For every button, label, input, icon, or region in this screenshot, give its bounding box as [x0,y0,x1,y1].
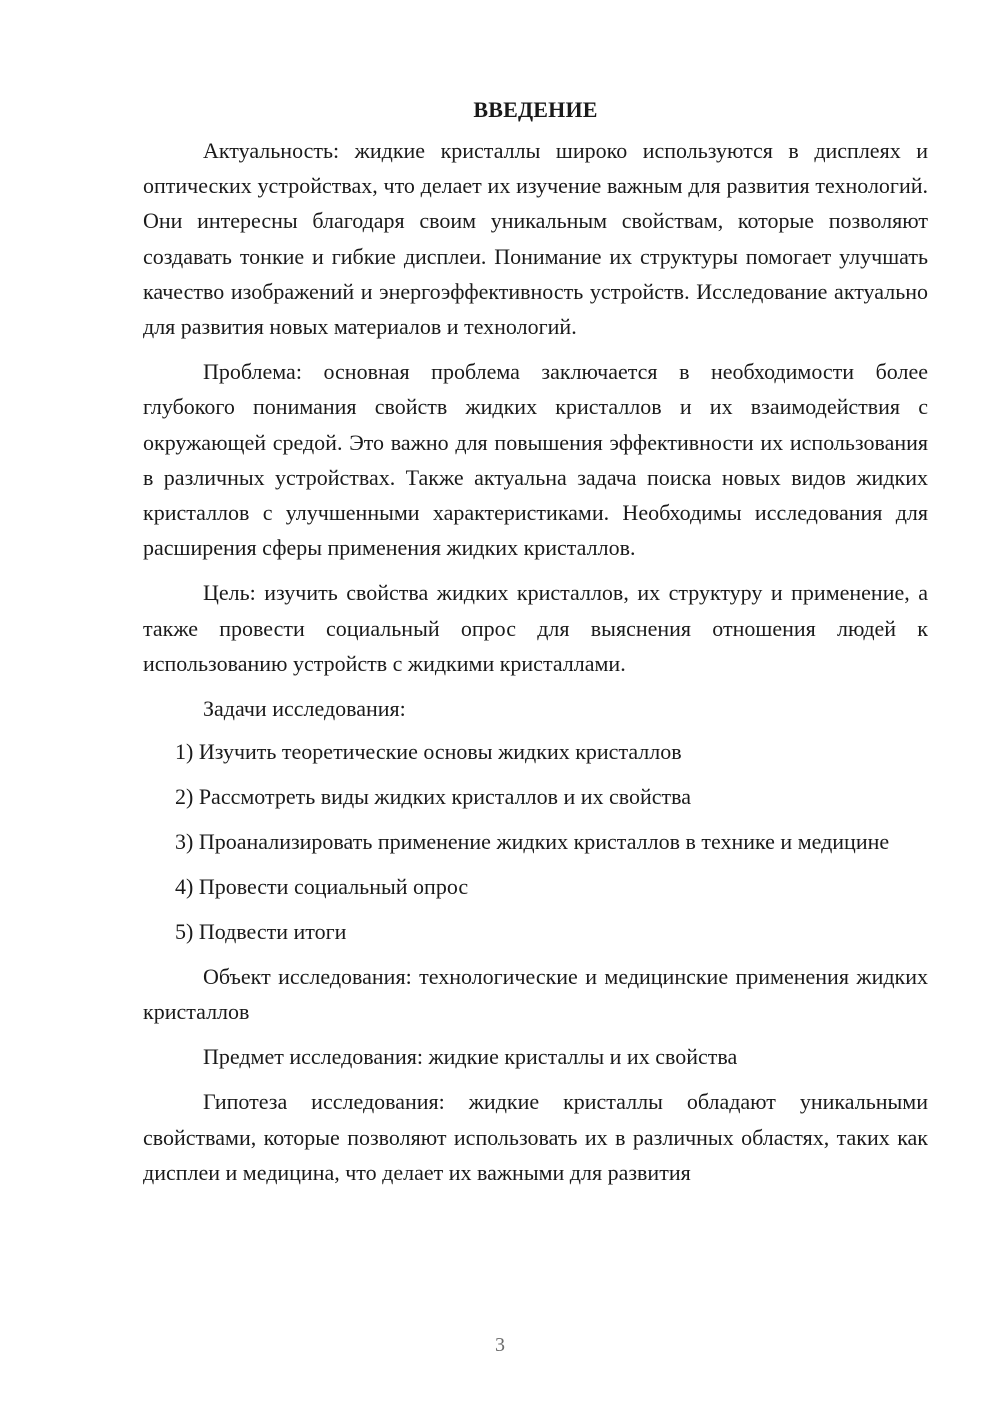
object-paragraph: Объект исследования: технологические и медицинские применения жидких кристаллов [143,963,928,1024]
problem-paragraph: Проблема: основная проблема заключается в необходимости более глубокого понимания свойств жидких кристаллов и их взаимодействия с окружающей средой. Это важно для повышения эффективности их использования в различных устройствах. Также актуальна задача поиска новых видов жидких кристаллов с улучшенными характеристиками. Необходимы исследования для расширения сферы применения жидких кристаллов. [143,359,928,561]
page-number: 3 [495,1334,505,1356]
actuality-paragraph: Актуальность: жидкие кристаллы широко используются в дисплеях и оптических устройствах, что делает их изучение важным для развития технологий. Они интересны благодаря своим уникальным свойствам, которые позволяют создавать тонкие и гибкие дисплеи. Понимание их структуры помогает улучшать качество изображений и энергоэффективность устройств. Исследование актуально для развития новых материалов и технологий. [143,138,928,340]
goal-paragraph: Цель: изучить свойства жидких кристаллов, их структуру и применение, а также провести социальный опрос для выяснения отношения людей к использованию устройств с жидкими кристаллами. [143,580,928,676]
tasks-heading: Задачи исследования: [203,696,406,722]
subject-paragraph: Предмет исследования: жидкие кристаллы и их свойства [203,1044,738,1070]
task-item: 2) Рассмотреть виды жидких кристаллов и их свойства [175,784,692,810]
task-item: 4) Провести социальный опрос [175,873,469,899]
page-title: ВВЕДЕНИЕ [473,97,598,122]
task-item: 3) Проанализировать применение жидких кристаллов в технике и медицине [175,829,890,855]
document-page [143,92,928,1200]
task-item: 5) Подвести итоги [175,918,347,944]
tasks-list [143,734,928,949]
hypothesis-paragraph: Гипотеза исследования: жидкие кристаллы обладают уникальными свойствами, которые позволяют использовать их в различных областях, таких как дисплеи и медицина, что делает их важными для развития [143,1089,928,1185]
task-item: 1) Изучить теоретические основы жидких кристаллов [175,739,682,765]
